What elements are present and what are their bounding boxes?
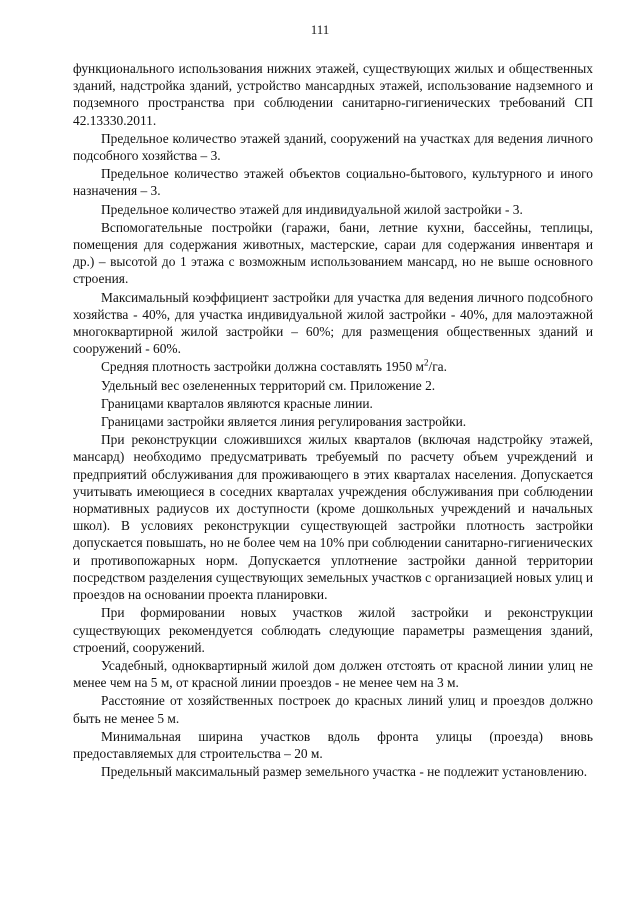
paragraph-plot-max-size: Предельный максимальный размер земельного участка - не подлежит установлению.: [101, 764, 588, 780]
document-body: [73, 60, 593, 781]
paragraph-house-setback: Усадебный, одноквартирный жилой дом должен отстоять от красной линии улиц не менее чем на 5 м, от красной линии проездов - не менее чем на 3 м.: [73, 657, 593, 691]
paragraph-outbuilding-setback: Расстояние от хозяйственных построек до красных линий улиц и проездов должно быть не менее 5 м.: [73, 693, 593, 726]
paragraph-plot-width: Минимальная ширина участков вдоль фронта улицы (проезда) вновь предоставляемых для строительства – 20 м.: [73, 728, 593, 761]
paragraph-reconstruction: При реконструкции сложившихся жилых кварталов (включая надстройку этажей, мансард) необходимо предусматривать требуемый по расчету объем учреждений и предприятий обслуживания для проживающего в этих кварталах населения. Допускается учитывать имеющиеся в соседних кварталах учреждения обслуживания при соблюдении нормативных радиусов их доступности (кроме дошкольных учреждений и начальных школ). В условиях реконструкции существующей застройки плотность застройки допускается повышать, но не более чем на 10% при соблюдении санитарно-гигиенических и противопожарных норм. Допускается уплотнение застройки данной территории посредством разделения существующих земельных участков с организацией новых улиц и проездов на основании проекта планировки.: [73, 432, 593, 603]
paragraph-auxiliary-buildings: Вспомогательные постройки (гаражи, бани, летние кухни, бассейны, теплицы, помещения для содержания животных, мастерские, сараи для содержания инвентаря и др.) – высотой до 1 этажа с возможным использованием мансард, но не выше основного строения.: [73, 219, 593, 287]
paragraph-block-boundaries: Границами кварталов являются красные линии.: [101, 395, 373, 411]
paragraph-coverage-ratio: Максимальный коэффициент застройки для участка для ведения личного подсобного хозяйства - 40%, для участка индивидуальной жилой застройки - 40%, для малоэтажной многоквартирной жилой застройки – 60%; для размещения общественных зданий и сооружений - 60%.: [73, 289, 593, 357]
paragraph-green-areas: Удельный вес озелененных территорий см. Приложение 2.: [101, 377, 436, 393]
paragraph-density: [73, 358, 593, 375]
paragraph-floors-subsidiary: Предельное количество этажей зданий, сооружений на участках для ведения личного подсобного хозяйства – 3.: [73, 130, 593, 164]
paragraph-floors-social: Предельное количество этажей объектов социально-бытового, культурного и иного назначения – 3.: [73, 166, 593, 199]
density-text: Средняя плотность застройки должна составлять 1950 м: [101, 359, 424, 375]
density-unit: /га.: [428, 359, 447, 375]
paragraph-floors-individual: Предельное количество этажей для индивидуальной жилой застройки - 3.: [101, 201, 523, 217]
page-number: 111: [310, 22, 330, 37]
density-superscript: 2: [423, 357, 429, 368]
paragraph-new-plots: При формировании новых участков жилой застройки и реконструкции существующих рекомендуется соблюдать следующие параметры размещения зданий, строений, сооружений.: [73, 605, 593, 655]
paragraph-functional-use: функционального использования нижних этажей, существующих жилых и общественных зданий, надстройка зданий, устройство мансардных этажей, использование надземного и подземного пространства при соблюдении санитарно-гигиенических требований СП 42.13330.2011.: [73, 61, 593, 128]
paragraph-building-boundaries: Границами застройки является линия регулирования застройки.: [101, 414, 467, 430]
